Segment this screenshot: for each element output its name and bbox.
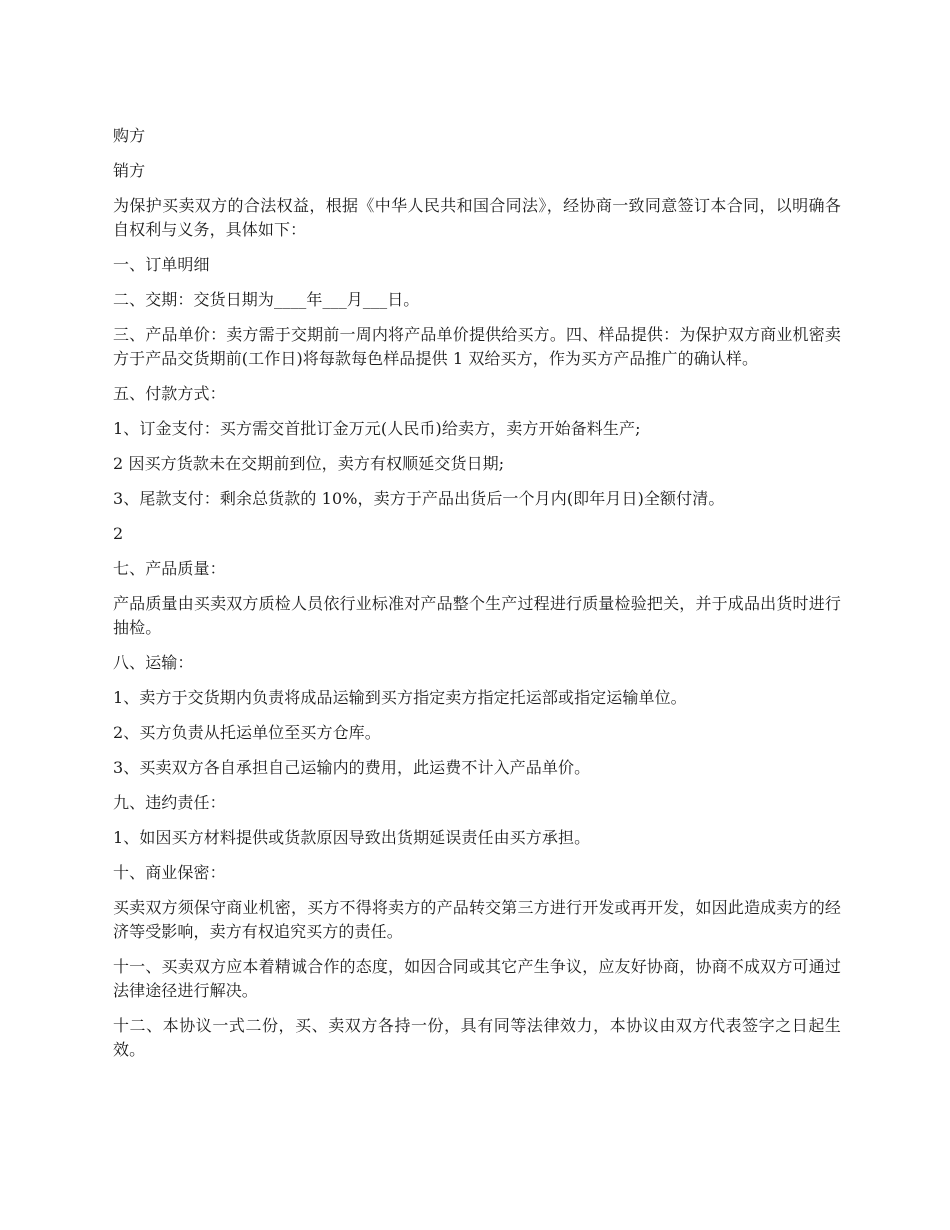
document-body [113,124,841,1073]
section-delivery-date: 二、交期：交货日期为____年___月___日。 [113,290,420,309]
section-quality-heading: 七、产品质量： [113,559,226,578]
payment-item-balance: 3、尾款支付：剩余总货款的 10%，卖方于产品出货后一个月内(即年月日)全额付清。 [113,489,725,508]
payment-item-deposit: 1、订金支付：买方需交首批订金万元(人民币)给卖方，卖方开始备料生产; [113,419,641,438]
confidentiality-paragraph: 买卖双方须保守商业机密，买方不得将卖方的产品转交第三方进行开发或再开发，如因此造成卖方的经济等受影响，卖方有权追究买方的责任。 [113,898,841,941]
section-liability-heading: 九、违约责任： [113,793,226,812]
section-confidentiality-heading: 十、商业保密： [113,863,226,882]
payment-item-delay: 2 因买方货款未在交期前到位，卖方有权顺延交货日期; [113,454,505,473]
stray-number: 2 [113,524,124,543]
section-transport-heading: 八、运输： [113,653,194,672]
quality-paragraph: 产品质量由买卖双方质检人员依行业标准对产品整个生产过程进行质量检验把关，并于成品出货时进行抽检。 [113,594,841,637]
transport-item-2: 2、买方负责从托运单位至买方仓库。 [113,723,381,742]
preamble-paragraph: 为保护买卖双方的合法权益，根据《中华人民共和国合同法》，经协商一致同意签订本合同，以明确各自权利与义务，具体如下： [113,196,841,239]
transport-item-1: 1、卖方于交货期内负责将成品运输到买方指定卖方指定托运部或指定运输单位。 [113,688,687,707]
party-buyer-label: 购方 [113,126,146,145]
section-payment-heading: 五、付款方式： [113,384,226,403]
party-seller-label: 销方 [113,161,146,180]
section-effectiveness: 十二、本协议一式二份，买、卖双方各持一份，具有同等法律效力，本协议由双方代表签字之日起生效。 [113,1016,841,1059]
section-unit-price-samples: 三、产品单价：卖方需于交期前一周内将产品单价提供给买方。四、样品提供：为保护双方商业机密卖方于产品交货期前(工作日)将每款每色样品提供 1 双给买方，作为买方产品推广的确认样。 [113,325,841,368]
section-dispute-resolution: 十一、买卖双方应本着精诚合作的态度，如因合同或其它产生争议，应友好协商，协商不成双方可通过法律途径进行解决。 [113,957,841,1000]
section-order-details: 一、订单明细 [113,255,210,274]
liability-item-1: 1、如因买方材料提供或货款原因导致出货期延误责任由买方承担。 [113,828,591,847]
transport-item-3: 3、买卖双方各自承担自己运输内的费用，此运费不计入产品单价。 [113,758,591,777]
